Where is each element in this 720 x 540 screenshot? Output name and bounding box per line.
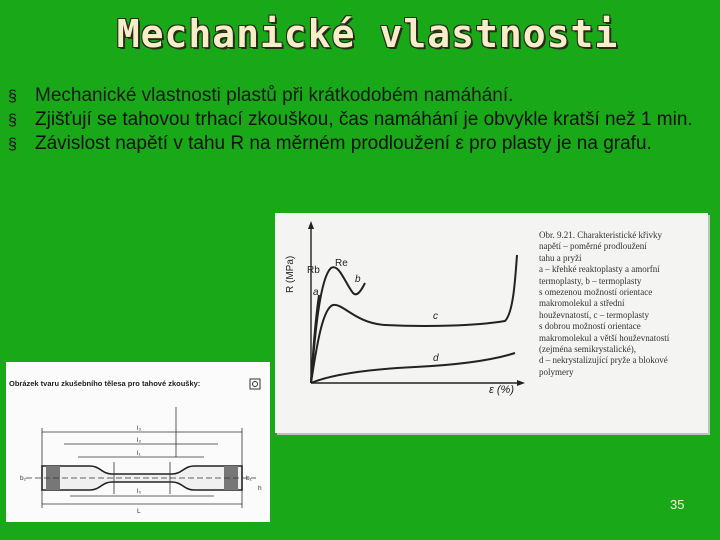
dim-label: l₀: [137, 488, 142, 495]
specimen-title: Obrázek tvaru zkušebního tělesa pro tahové zkoušky:: [9, 379, 201, 388]
dim-label: l₃: [137, 425, 142, 432]
bullet-item: [8, 84, 718, 108]
x-axis-arrow: [517, 380, 525, 386]
specimen-figure: [6, 362, 270, 522]
caption-line: d – nekrystalizující pryže a blokové: [539, 355, 668, 366]
bullet-text: Mechanické vlastnosti plastů při krátkodobém namáhání.: [35, 85, 514, 106]
bullet-marker: §: [8, 112, 17, 129]
y-axis-arrow: [308, 221, 314, 229]
caption-line: s omezenou možností orientace: [539, 287, 653, 298]
bullet-marker: §: [8, 136, 17, 153]
dim-label: L: [137, 508, 141, 515]
label-a: a: [313, 287, 319, 298]
caption-line: makromolekul a střední: [539, 298, 625, 309]
dim-label: h: [258, 485, 262, 492]
caption-line: napětí – poměrné prodloužení: [539, 241, 647, 252]
bullet-marker: §: [8, 88, 17, 105]
bullet-list: [8, 84, 718, 156]
caption-line: s dobrou možností orientace: [539, 321, 641, 332]
page-number: 35: [670, 497, 685, 512]
bullet-text: Závislost napětí v tahu R na měrném prodloužení ε pro plasty je na grafu.: [35, 133, 652, 154]
label-rb: Rb: [307, 265, 320, 276]
caption-line: makromolekul a větší houževnatostí: [539, 332, 670, 343]
label-c: c: [433, 311, 438, 322]
dim-label: l₁: [137, 450, 141, 457]
dim-label: b₂: [20, 475, 27, 482]
caption-line: Obr. 9.21. Charakteristické křivky: [539, 230, 662, 240]
bullet-text: Zjišťují se tahovou trhací zkouškou, čas namáhání je obvykle kratší než 1 min.: [35, 109, 693, 130]
slide-title: Mechanické vlastnosti: [116, 12, 619, 56]
bullet-item: [8, 108, 718, 132]
caption-line: houževnatostí, c – termoplasty: [539, 309, 649, 320]
dim-label: b₁: [246, 475, 252, 482]
figure-caption: [539, 230, 699, 378]
caption-line: (zejména semikrystalické),: [539, 344, 636, 355]
curve-d: [311, 353, 515, 383]
caption-line: termoplasty, b – termoplasty: [539, 275, 642, 286]
label-b: b: [355, 274, 361, 285]
y-axis-label: R (MPa): [285, 255, 296, 293]
caption-line: polymery: [539, 366, 574, 377]
stress-strain-figure: [275, 213, 708, 433]
caption-line: a – křehké reaktoplasty a amorfní: [539, 264, 660, 275]
icon-box: [250, 379, 260, 389]
label-re: Re: [335, 258, 348, 269]
label-d: d: [433, 353, 439, 364]
x-axis-label: ε (%): [489, 384, 514, 396]
bullet-item: [8, 132, 718, 156]
caption-line: tahu a pryží: [539, 252, 582, 263]
dim-label: l₂: [137, 437, 141, 444]
